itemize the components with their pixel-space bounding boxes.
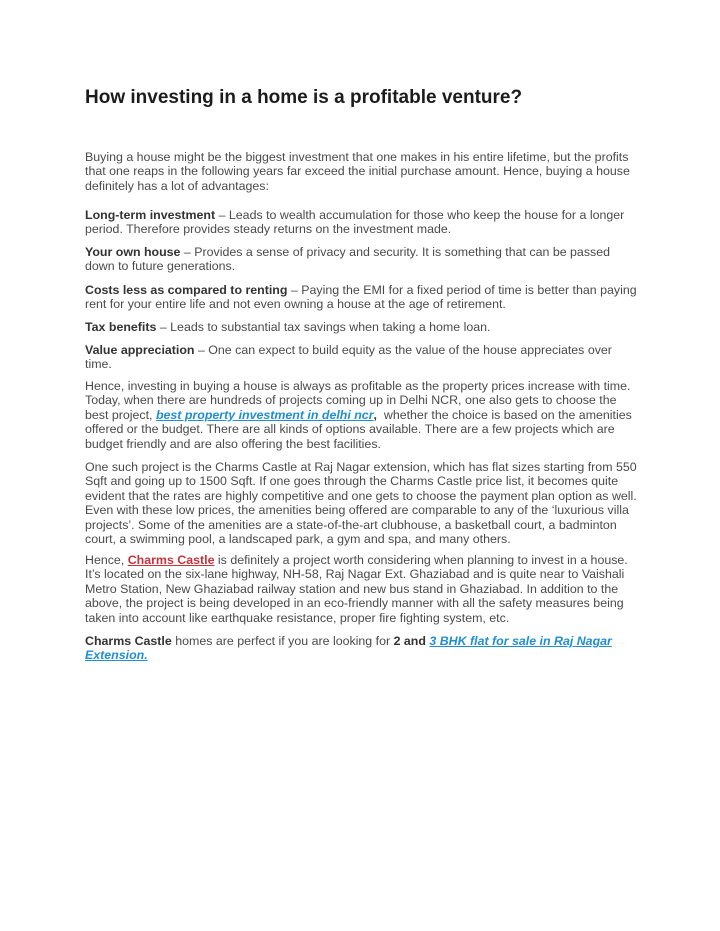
advantage-term: Long-term investment	[85, 208, 216, 222]
advantage-tax	[85, 320, 641, 334]
intro-paragraph: Buying a house might be the biggest investment that one makes in his entire lifetime, but the profits that one reaps in the following years far exceed the initial purchase amount. Hence, buying a house definitely has a lot of advantages:	[85, 150, 630, 193]
advantage-term: Your own house	[85, 245, 181, 259]
advantage-text: – Leads to substantial tax savings when taking a home loan.	[156, 320, 491, 334]
page-title: How investing in a home is a profitable venture?	[85, 87, 523, 108]
advantage-text: – Provides a sense of privacy and security. It is something that can be passed down to future generations.	[85, 245, 610, 274]
paragraph-text: homes are perfect if you are looking for	[171, 634, 394, 648]
paragraph-text: is definitely a project worth considering when planning to invest in a house. It’s located on the six-lane highway, NH-58, Raj Nagar Ext. Ghaziabad and is quite near to Vaishali Metro Station, New Ghaziabad railway station and new bus stand in Ghaziabad. In addition to the above, the project is being developed in an eco-friendly manner with all the safety measures being taken into account like earthquake resistance, proper fire fighting system, etc.	[85, 553, 628, 625]
advantage-own-house	[85, 245, 641, 274]
bhk-flat-link[interactable]: 3 BHK flat for sale in Raj Nagar Extension.	[85, 634, 612, 663]
advantage-term: Costs less as compared to renting	[85, 283, 288, 297]
charms-castle-bold: Charms Castle	[85, 634, 172, 648]
advantage-renting	[85, 283, 641, 312]
advantage-text: – Leads to wealth accumulation for those who keep the house for a longer period. Therefore provides steady returns on the investment made.	[85, 208, 625, 237]
advantage-appreciation	[85, 343, 641, 372]
advantage-term: Value appreciation	[85, 343, 195, 357]
paragraph-text: Hence, investing in buying a house is always as profitable as the property prices increase with time. Today, when there are hundreds of projects coming up in Delhi NCR, one also gets to choose the best project,	[85, 379, 631, 422]
advantage-term: Tax benefits	[85, 320, 157, 334]
paragraph-text: Hence,	[85, 553, 128, 567]
charms-castle-paragraph	[85, 553, 641, 625]
investment-paragraph	[85, 379, 641, 451]
project-paragraph: One such project is the Charms Castle at Raj Nagar extension, which has flat sizes starting from 550 Sqft and going up to 1500 Sqft. If one goes through the Charms Castle price list, it becomes quite evident that the rates are highly competitive and one gets to choose the payment plan option as well. Even with these low prices, the amenities being offered are comparable to any of the ‘luxurious villa projects’. Some of the amenities are a state-of-the-art clubhouse, a basketball court, a badminton court, a swimming pool, a landscaped park, a gym and spa, and many others.	[85, 460, 637, 547]
advantage-text: – One can expect to build equity as the value of the house appreciates over time.	[85, 343, 612, 372]
advantage-long-term	[85, 208, 641, 237]
charms-castle-link[interactable]: Charms Castle	[127, 553, 215, 567]
link-comma: ,	[373, 407, 377, 422]
property-investment-link[interactable]: best property investment in delhi ncr	[155, 407, 374, 422]
advantage-text: – Paying the EMI for a fixed period of time is better than paying rent for your entire life and not even owning a house at the age of retirement.	[85, 283, 637, 312]
closing-paragraph	[85, 634, 641, 663]
paragraph-text: whether the choice is based on the amenities offered or the budget. There are all kinds of options available. There are a few projects which are budget friendly and are also offering the best facilities.	[85, 407, 636, 451]
bhk-bold: 2 and	[393, 634, 426, 648]
